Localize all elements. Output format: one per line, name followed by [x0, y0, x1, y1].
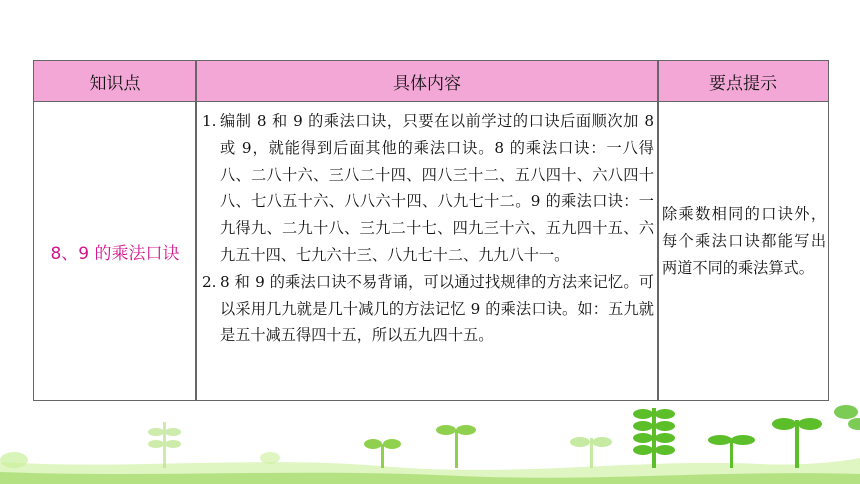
sprout-icon: [148, 422, 181, 468]
header-specific-content: 具体内容: [393, 73, 461, 94]
item-number: 2.: [202, 272, 217, 291]
knowledge-table: [33, 60, 829, 401]
topic-cell: 8、9 的乘法口诀: [50, 243, 180, 264]
header-knowledge-point: 知识点: [89, 73, 141, 94]
content-cell: [202, 108, 654, 349]
grass-decoration: [0, 400, 860, 484]
leaf-icon: [772, 418, 822, 468]
leaf-icon: [0, 452, 28, 468]
leaf-icon: [260, 452, 280, 464]
table-header-row: [34, 61, 828, 102]
sprout-icon: [570, 437, 612, 468]
tip-cell: 除乘数相同的口诀外，每个乘法口诀都能写出两道不同的乘法算式。: [662, 205, 826, 277]
column-divider: [657, 61, 659, 400]
item-number: 1.: [202, 112, 217, 130]
content-item: [202, 269, 654, 349]
sprout-icon: [364, 439, 401, 468]
header-key-tips: 要点提示: [709, 73, 777, 94]
item-text: 编制 8 和 9 的乘法口诀，只要在以前学过的口诀后面顺次加 8 或 9，就能得到后面其他的乘法口诀。8 的乘法口诀：一八得八、二八十六、三八二十四、四八三十二、五八四十、六八四十八、七八五十六、八八六十四、八九七十二。9 的乘法口诀：一九得九、二九十八、三九二十七、四九三十六、五九四十五、六九五十四、七九六十三、八九七十二、九九八十一。: [220, 112, 654, 264]
leaf-icon: [834, 405, 860, 430]
sprout-icon: [436, 425, 476, 468]
content-item: [202, 108, 654, 269]
leaf-icon: [633, 408, 675, 468]
item-text: 8 和 9 的乘法口诀不易背诵，可以通过找规律的方法来记忆。可以采用几九就是几十减几的方法记忆 9 的乘法口诀。如：五九就是五十减五得四十五，所以五九四十五。: [220, 272, 654, 345]
